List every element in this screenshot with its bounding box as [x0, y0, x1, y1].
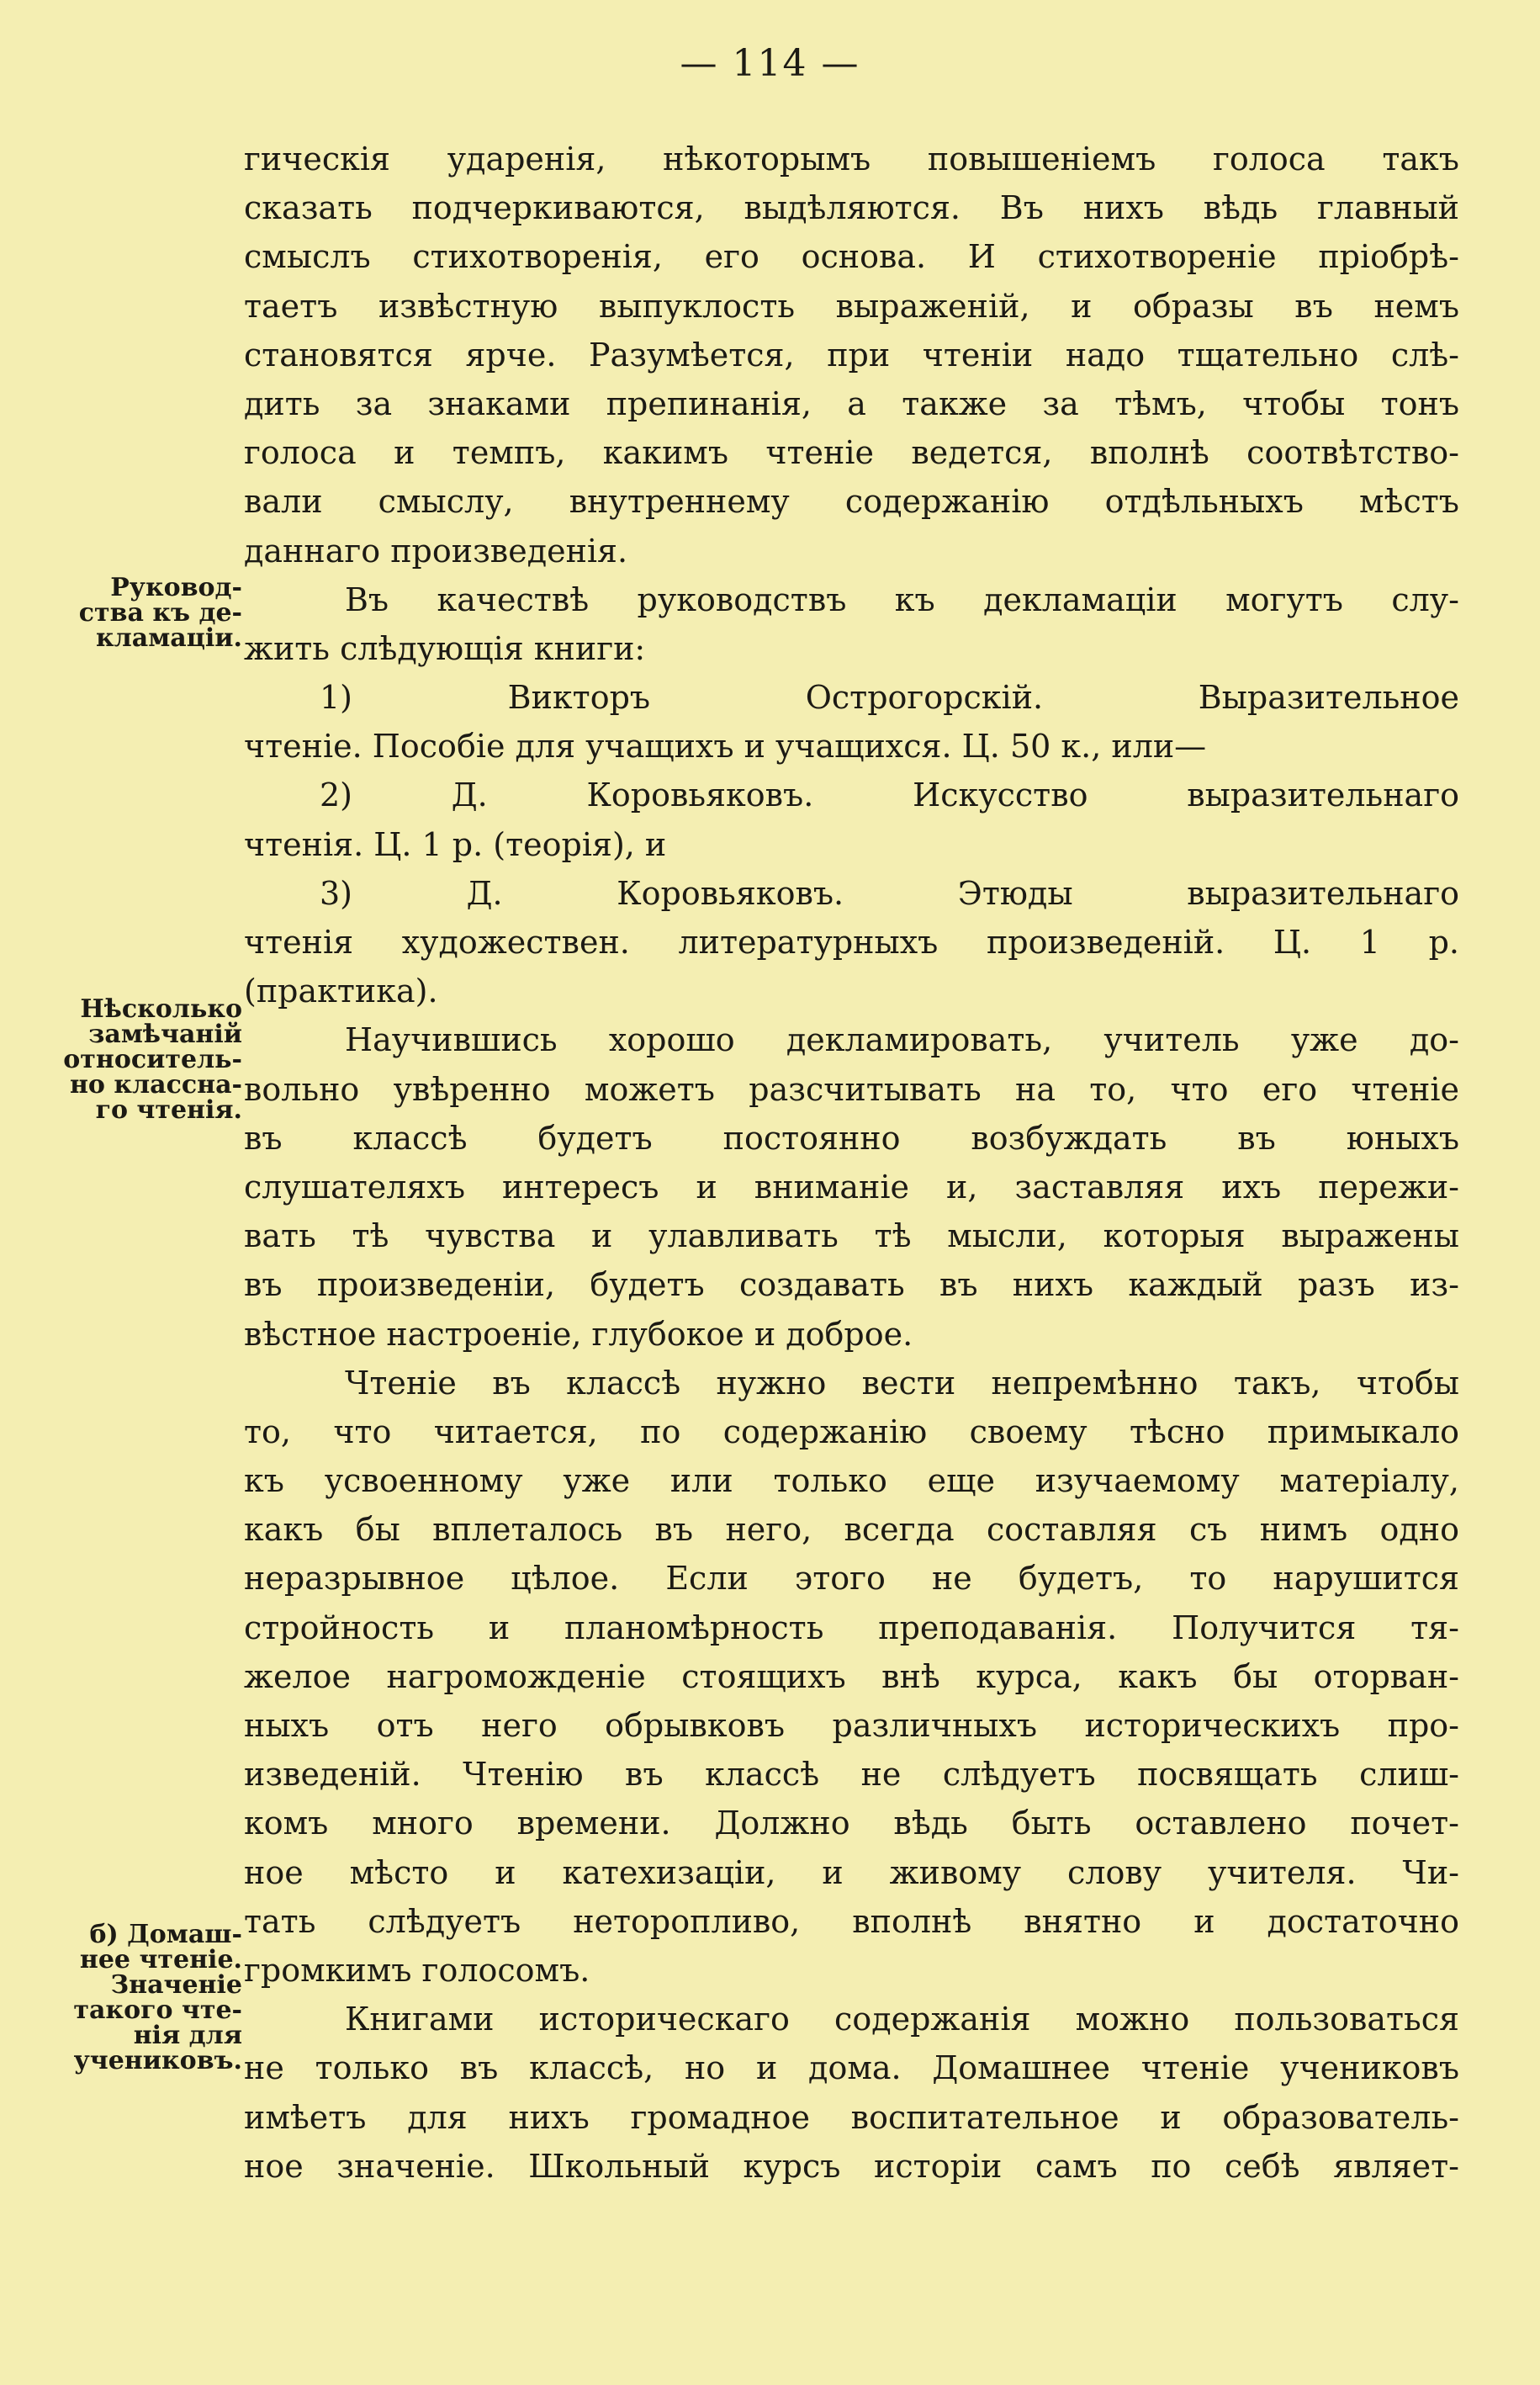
text-line: сказать подчеркиваются, выдѣляются. Въ нихъ вѣдь главный — [244, 189, 1459, 227]
margin-note-line: но классна- — [69, 1070, 242, 1100]
text-line: то, что читается, по содержанію своему тѣсно примыкало — [244, 1412, 1459, 1450]
margin-note-line: го чтенія. — [95, 1095, 242, 1125]
text-line: ныхъ отъ него обрывковъ различныхъ историческихъ про- — [244, 1707, 1459, 1744]
text-line: Книгами историческаго содержанія можно пользоваться — [345, 2001, 1459, 2038]
text-line: чтенія художествен. литературныхъ произведеній. Ц. 1 р. — [244, 924, 1459, 961]
margin-note-line: относитель- — [63, 1045, 242, 1074]
text-line: вать тѣ чувства и улавливать тѣ мысли, которыя выражены — [244, 1217, 1459, 1255]
text-line: даннаго произведенія. — [244, 532, 628, 570]
text-line: изведеній. Чтенію въ классѣ не слѣдуетъ посвящать слиш- — [244, 1756, 1459, 1794]
text-line: громкимъ голосомъ. — [244, 1951, 590, 1989]
margin-note-line: нее чтеніе. — [79, 1945, 242, 1974]
margin-note-line: нія для — [133, 2021, 242, 2050]
text-line: въ произведеніи, будетъ создавать въ нихъ каждый разъ из- — [244, 1266, 1459, 1304]
page-number: — 114 — — [680, 42, 860, 85]
paragraph-declamation-guides — [244, 575, 1459, 673]
margin-note-line: Руковод- — [110, 573, 242, 602]
text-line: таетъ извѣстную выпуклость выраженій, и образы въ немъ — [244, 287, 1459, 325]
margin-note-line: б) Домаш- — [89, 1920, 242, 1949]
text-line: 3) Д. Коровьяковъ. Этюды выразительнаго — [320, 874, 1459, 912]
text-line: ное значеніе. Школьный курсъ исторіи самъ по себѣ являет- — [244, 2147, 1459, 2185]
paragraph-class-reading — [244, 1015, 1459, 1358]
text-line: голоса и темпъ, какимъ чтеніе ведется, вполнѣ соотвѣтство- — [244, 434, 1459, 472]
text-line: неразрывное цѣлое. Если этого не будетъ, то нарушится — [244, 1560, 1459, 1598]
text-line: имѣетъ для нихъ громадное воспитательное и образователь- — [244, 2098, 1459, 2136]
text-line: не только въ классѣ, но и дома. Домашнее чтеніе учениковъ — [244, 2049, 1459, 2087]
book-list-item-3 — [244, 869, 1459, 1016]
margin-note-line: Нѣсколько — [80, 994, 242, 1024]
text-line: какъ бы вплеталось въ него, всегда составляя съ нимъ одно — [244, 1511, 1459, 1549]
margin-note-class-reading — [24, 994, 242, 1125]
margin-note-line: учениковъ. — [73, 2046, 242, 2075]
book-list-item-2 — [244, 771, 1459, 868]
text-line: къ усвоенному уже или только еще изучаемому матеріалу, — [244, 1462, 1459, 1500]
paragraph-reading-in-class — [244, 1359, 1459, 1995]
text-line: Научившись хорошо декламировать, учитель уже до- — [345, 1021, 1459, 1059]
paragraph-home-reading — [244, 1995, 1459, 2191]
text-line: 2) Д. Коровьяковъ. Искусство выразительнаго — [320, 776, 1459, 814]
text-line: (практика). — [244, 973, 438, 1010]
book-list-item-1 — [244, 673, 1459, 771]
text-line: чтенія. Ц. 1 р. (теорія), и — [244, 825, 667, 863]
text-line: вѣстное настроеніе, глубокое и доброе. — [244, 1315, 913, 1353]
text-line: жить слѣдующія книги: — [244, 629, 646, 667]
text-line: Чтеніе въ классѣ нужно вести непремѣнно такъ, чтобы — [345, 1364, 1459, 1402]
text-line: тать слѣдуетъ неторопливо, вполнѣ внятно и достаточно — [244, 1902, 1459, 1940]
margin-note-declamation — [24, 575, 242, 651]
text-line: становятся ярче. Разумѣется, при чтеніи надо тщательно слѣ- — [244, 336, 1459, 374]
margin-note-line: ства къ де- — [78, 598, 242, 628]
text-line: въ классѣ будетъ постоянно возбуждать въ юныхъ — [244, 1119, 1459, 1157]
text-line: Въ качествѣ руководствъ къ декламаціи могутъ слу- — [345, 580, 1459, 618]
text-line: дить за знаками препинанія, а также за тѣмъ, чтобы тонъ — [244, 384, 1459, 422]
text-line: желое нагроможденіе стоящихъ внѣ курса, какъ бы оторван- — [244, 1657, 1459, 1695]
margin-note-home-reading — [24, 1922, 242, 2074]
text-line: чтеніе. Пособіе для учащихъ и учащихся. Ц. 50 к., или— — [244, 728, 1207, 766]
margin-note-line: замѣчаній — [88, 1020, 242, 1049]
margin-note-line: такого чте- — [73, 1995, 242, 2025]
text-line: вольно увѣренно можетъ разсчитывать на то, что его чтеніе — [244, 1070, 1459, 1108]
text-line: 1) Викторъ Острогорскій. Выразительное — [320, 679, 1459, 717]
text-line: гическія ударенія, нѣкоторымъ повышеніемъ голоса такъ — [244, 140, 1459, 178]
text-line: вали смыслу, внутреннему содержанію отдѣльныхъ мѣстъ — [244, 483, 1459, 521]
text-line: комъ много времени. Должно вѣдь быть оставлено почет- — [244, 1805, 1459, 1842]
text-line: ное мѣсто и катехизаціи, и живому слову учителя. Чи- — [244, 1853, 1459, 1891]
text-line: слушателяхъ интересъ и вниманіе и, заставляя ихъ пережи- — [244, 1168, 1459, 1206]
margin-note-line: Значеніе — [110, 1970, 242, 2000]
text-line: смыслъ стихотворенія, его основа. И стихотвореніе пріобрѣ- — [244, 238, 1459, 276]
margin-note-line: кламаціи. — [95, 623, 242, 653]
body-text — [244, 135, 1459, 2191]
text-line: стройность и планомѣрность преподаванія. Получится тя- — [244, 1609, 1459, 1646]
paragraph-continuation — [244, 135, 1459, 575]
